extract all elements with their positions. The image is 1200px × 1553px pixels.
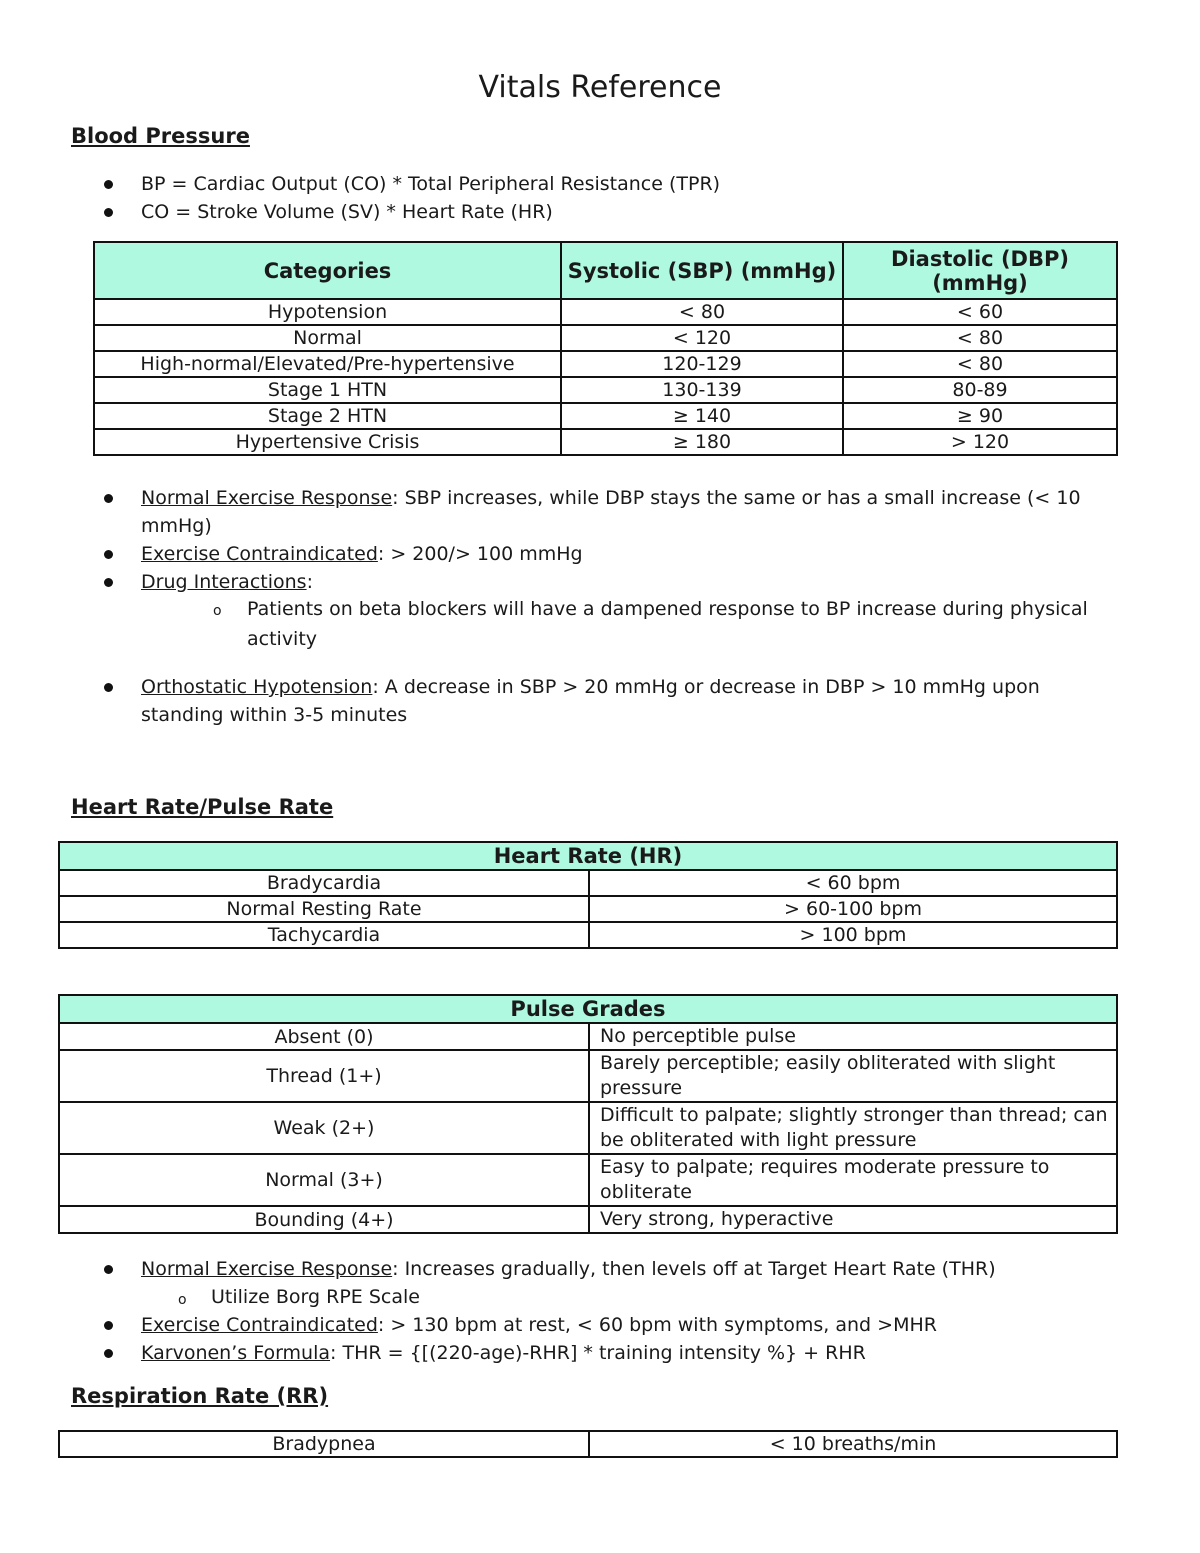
table-row: Bradycardia < 60 bpm <box>59 870 1117 896</box>
rr-table <box>58 1430 1118 1458</box>
bullet-icon <box>104 180 113 189</box>
bp-table <box>93 241 1118 456</box>
list-item: Exercise Contraindicated: > 130 bpm at rest, < 60 bpm with symptoms, and >MHR <box>0 1311 1111 1339</box>
bp-notes-list <box>0 484 1111 596</box>
table-row: Tachycardia > 100 bpm <box>59 922 1117 948</box>
bullet-icon <box>104 208 113 217</box>
hr-table <box>58 841 1118 949</box>
table-row: Absent (0) No perceptible pulse <box>59 1023 1117 1050</box>
bullet-icon <box>104 683 113 692</box>
table-row: Thread (1+) Barely perceptible; easily obliterated with slight pressure <box>59 1050 1117 1102</box>
bp-formula-list <box>0 170 1111 226</box>
table-row: Weak (2+) Difficult to palpate; slightly stronger than thread; can be obliterated with light pressure <box>59 1102 1117 1154</box>
list-item: Karvonen’s Formula: THR = {[(220-age)-RHR] * training intensity %} + RHR <box>0 1339 1111 1367</box>
hr-heading: Heart Rate/Pulse Rate <box>71 795 334 819</box>
bp-col-systolic: Systolic (SBP) (mmHg) <box>561 242 843 299</box>
list-item: Orthostatic Hypotension: A decrease in SBP > 20 mmHg or decrease in DBP > 10 mmHg upon standing within 3-5 minutes <box>0 673 1111 729</box>
list-item: Normal Exercise Response: Increases gradually, then levels off at Target Heart Rate (THR) <box>0 1255 1111 1283</box>
list-item: Exercise Contraindicated: > 200/> 100 mmHg <box>0 540 1111 568</box>
bullet-icon <box>104 550 113 559</box>
bullet-icon <box>104 1265 113 1274</box>
table-row: Hypotension < 80 < 60 <box>94 299 1117 325</box>
pulse-grades-table <box>58 994 1118 1234</box>
table-row: Normal < 120 < 80 <box>94 325 1117 351</box>
table-row: Bounding (4+) Very strong, hyperactive <box>59 1206 1117 1233</box>
bullet-icon <box>104 1349 113 1358</box>
hr-notes-list-2 <box>0 1311 1111 1367</box>
borg-sub-item: Utilize Borg RPE Scale <box>211 1286 420 1308</box>
hr-notes-list <box>0 1255 1111 1283</box>
table-row: Stage 1 HTN 130-139 80-89 <box>94 377 1117 403</box>
list-item: BP = Cardiac Output (CO) * Total Peripheral Resistance (TPR) <box>0 170 1111 198</box>
bp-col-diastolic: Diastolic (DBP) (mmHg) <box>843 242 1117 299</box>
pulse-table-title: Pulse Grades <box>59 995 1117 1023</box>
sub-bullet-icon: o <box>213 603 222 619</box>
table-row: High-normal/Elevated/Pre-hypertensive 120-129 < 80 <box>94 351 1117 377</box>
drug-sub-item: Patients on beta blockers will have a dampened response to BP increase during physical activity <box>247 598 1088 650</box>
table-row: Bradypnea < 10 breaths/min <box>59 1431 1117 1457</box>
bp-heading: Blood Pressure <box>71 124 250 148</box>
table-row: Normal (3+) Easy to palpate; requires moderate pressure to obliterate <box>59 1154 1117 1206</box>
table-row: Stage 2 HTN ≥ 140 ≥ 90 <box>94 403 1117 429</box>
bp-col-categories: Categories <box>94 242 561 299</box>
table-row: Hypertensive Crisis ≥ 180 > 120 <box>94 429 1117 455</box>
list-item: CO = Stroke Volume (SV) * Heart Rate (HR) <box>0 198 1111 226</box>
bullet-icon <box>104 1321 113 1330</box>
rr-heading: Respiration Rate (RR) <box>71 1384 329 1408</box>
hr-table-title: Heart Rate (HR) <box>59 842 1117 870</box>
sub-bullet-icon: o <box>178 1292 187 1308</box>
list-item: Normal Exercise Response: SBP increases, while DBP stays the same or has a small increase (< 10 mmHg) <box>0 484 1111 540</box>
page-title: Vitals Reference <box>478 70 722 105</box>
table-row: Normal Resting Rate > 60-100 bpm <box>59 896 1117 922</box>
bullet-icon <box>104 578 113 587</box>
list-item: Drug Interactions: <box>0 568 1111 596</box>
bp-ortho-list <box>0 673 1111 729</box>
bullet-icon <box>104 494 113 503</box>
